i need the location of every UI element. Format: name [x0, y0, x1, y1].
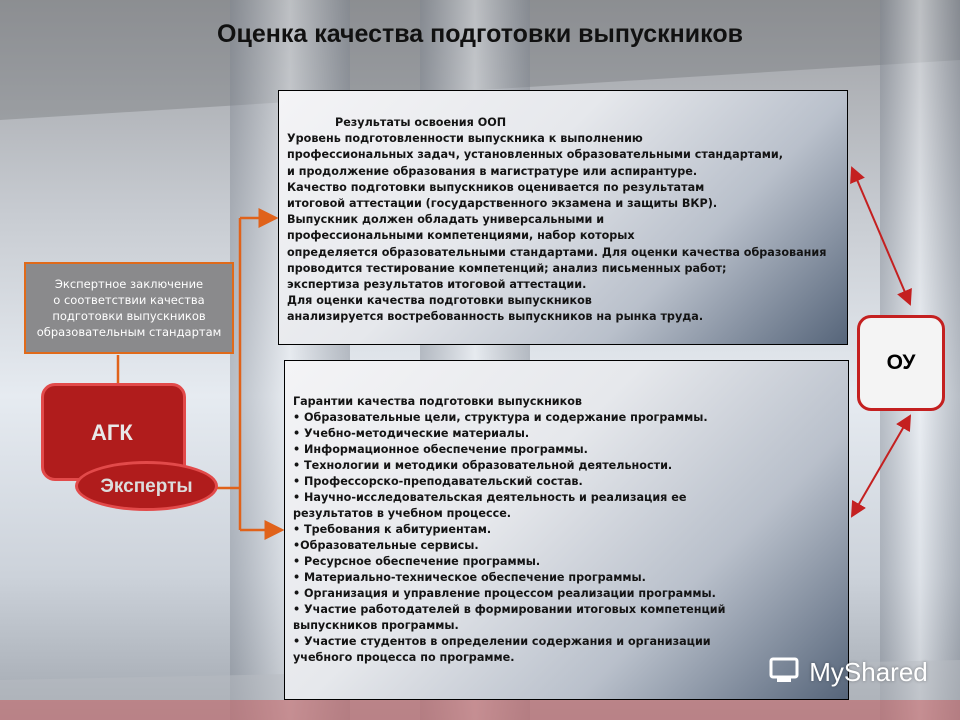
outcomes-line: профессиональными компетенциями, набор которых	[287, 229, 635, 243]
ou-label: ОУ	[886, 351, 916, 374]
guarantee-item: • Ресурсное обеспечение программы.	[293, 555, 541, 568]
outcomes-line: определяется образовательными стандартами. Для оценки качества образования	[287, 245, 827, 259]
outcomes-line: Для оценки качества подготовки выпускников	[287, 294, 592, 308]
guarantees-heading: Гарантии качества подготовки выпускников	[293, 395, 583, 408]
expert-line: подготовки выпускников	[52, 309, 206, 323]
outcomes-line: Качество подготовки выпускников оценивается по результатам	[287, 180, 705, 194]
guarantee-item: • Информационное обеспечение программы.	[293, 443, 588, 456]
quality-guarantees-box	[284, 360, 849, 700]
page-title: Оценка качества подготовки выпускников	[217, 20, 743, 48]
watermark-text: MyShared	[809, 657, 928, 687]
outcomes-line: анализируется востребованность выпускников на рынка труда.	[287, 310, 704, 324]
guarantee-item: • Организация и управление процессом реализации программы.	[293, 587, 716, 600]
guarantee-item: • Материально-техническое обеспечение программы.	[293, 571, 646, 584]
outcomes-line: итоговой аттестации (государственного экзамена и защиты ВКР).	[287, 197, 718, 211]
outcomes-line: профессиональных задач, установленных образовательными стандартами,	[287, 148, 783, 162]
guarantee-item: • Научно-исследовательская деятельность и реализация ее	[293, 491, 687, 504]
learning-outcomes-box	[278, 90, 848, 345]
outcomes-line: экспертиза результатов итоговой аттестации.	[287, 278, 587, 292]
expert-conclusion-box	[24, 262, 234, 354]
myshared-watermark	[768, 655, 928, 695]
guarantee-item: • Требования к абитуриентам.	[293, 523, 492, 536]
guarantee-item: • Учебно-методические материалы.	[293, 427, 530, 440]
guarantee-item: • Технологии и методики образовательной деятельности.	[293, 459, 673, 472]
guarantee-item: • Участие работодателей в формировании итоговых компетенций	[293, 603, 726, 616]
outcomes-heading: Результаты освоения ООП	[335, 116, 507, 129]
expert-line: образовательным стандартам	[36, 325, 222, 339]
guarantee-item: • Образовательные цели, структура и содержание программы.	[293, 411, 708, 424]
outcomes-line: Выпускник должен обладать универсальными и	[287, 213, 605, 227]
guarantee-item: • Участие студентов в определении содержания и организации	[293, 635, 711, 648]
expert-line: Экспертное заключение	[54, 277, 204, 291]
outcomes-line: и продолжение образования в магистратуре или аспирантуре.	[287, 164, 698, 178]
guarantee-item: результатов в учебном процессе.	[293, 507, 512, 520]
guarantee-item: учебного процесса по программе.	[293, 651, 515, 664]
experts-label: Эксперты	[100, 476, 193, 497]
expert-line: о соответствии качества	[53, 293, 205, 307]
outcomes-line: Уровень подготовленности выпускника к выполнению	[287, 132, 643, 146]
outcomes-line: проводится тестирование компетенций; анализ письменных работ;	[287, 261, 727, 275]
guarantee-item: • Профессорско-преподавательский состав.	[293, 475, 583, 488]
guarantee-item: выпускников программы.	[293, 619, 459, 632]
agk-label: АГК	[91, 420, 133, 445]
ou-node	[857, 315, 945, 411]
experts-node	[75, 461, 218, 511]
watermark-logo-icon	[768, 655, 802, 685]
guarantee-item: •Образовательные сервисы.	[293, 539, 479, 552]
